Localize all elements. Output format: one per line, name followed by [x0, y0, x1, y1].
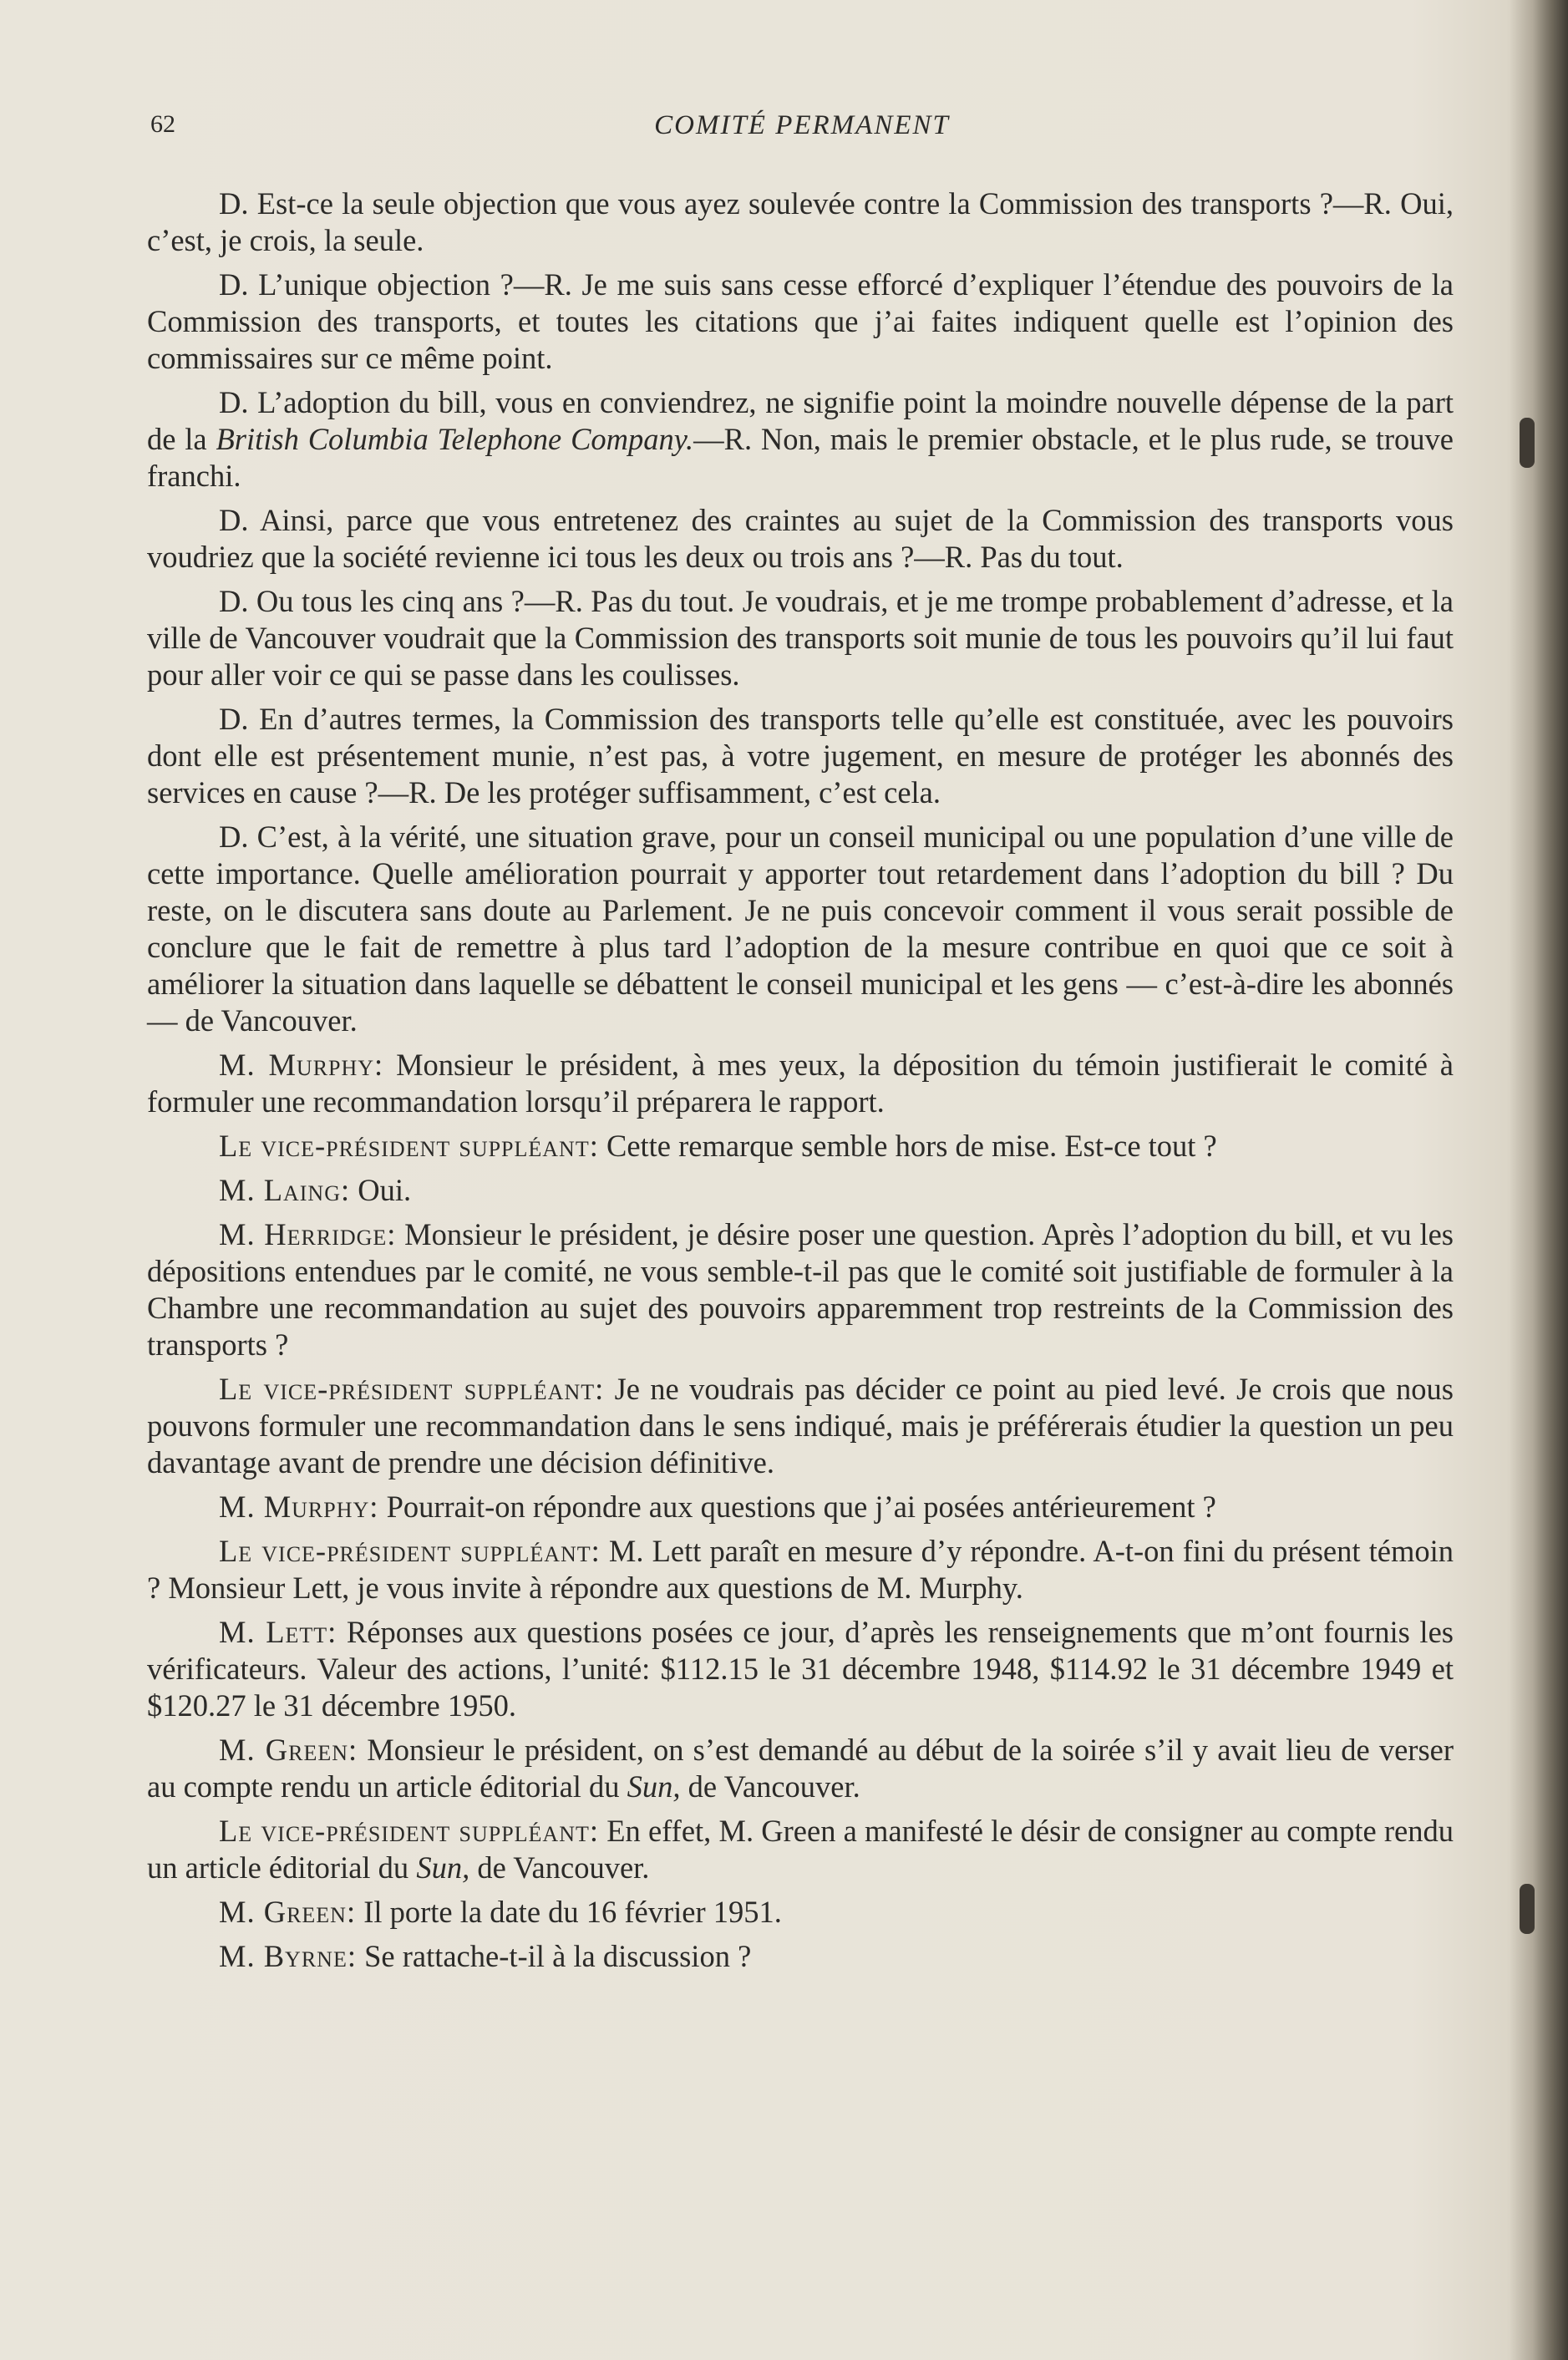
speaker-name: M. Byrne: — [219, 1939, 357, 1973]
speaker-paragraph: M. Green: Il porte la date du 16 février 1951. — [219, 1895, 782, 1929]
speaker-name: M. Green: — [219, 1895, 357, 1929]
paragraph: D. En d’autres termes, la Commission des transports telle qu’elle est constituée, avec les pouvoirs dont elle est présentement munie, n’est pas, à votre jugement, en mesure de protéger les abonnés des services en cause ?—R. De les protéger suffisamment, c’est cela. — [147, 702, 1454, 810]
speaker-name: M. Lett: — [219, 1615, 337, 1649]
speaker-name: Le vice-président suppléant: — [219, 1372, 605, 1406]
speaker-paragraph: M. Herridge: Monsieur le président, je désire poser une question. Après l’adoption du bill, et vu les dépositions entendues par le comité, ne vous semble-t-il pas que le comité soit justifiable de formuler à la Chambre une recommandation au sujet des pouvoirs apparemment trop restreints de la Commission des transports ? — [147, 1217, 1454, 1362]
page-header — [150, 110, 1454, 152]
speaker-paragraph: M. Lett: Réponses aux questions posées ce jour, d’après les renseignements que m’ont fournis les vérificateurs. Valeur des actions, l’unité: $112.15 le 31 décembre 1948, $114.92 le 31 décembre 1949 et $120.27 le 31 décembre 1950. — [147, 1615, 1454, 1723]
speaker-name: M. Laing: — [219, 1173, 351, 1207]
paragraph: D. L’unique objection ?—R. Je me suis sans cesse efforcé d’expliquer l’étendue des pouvoirs de la Commission des transports, et toutes les citations que j’ai faites indiquent quelle est l’opinion des commissaires sur ce même point. — [147, 267, 1454, 375]
italic-newspaper-name: Sun, — [627, 1769, 681, 1804]
speaker-paragraph: M. Green: Monsieur le président, on s’est demandé au début de la soirée s’il y avait lieu de verser au compte rendu un article éditorial du Sun, de Vancouver. — [147, 1733, 1454, 1804]
speaker-paragraph: Le vice-président suppléant: Je ne voudrais pas décider ce point au pied levé. Je crois que nous pouvons formuler une recommandation dans le sens indiqué, mais je préférerais étudier la question un peu davantage avant de prendre une décision définitive. — [147, 1372, 1454, 1479]
italic-company-name: British Columbia Telephone Company. — [216, 422, 694, 456]
speaker-name: Le vice-président suppléant: — [219, 1814, 600, 1848]
paragraph: D. Ainsi, parce que vous entretenez des craintes au sujet de la Commission des transports vous voudriez que la société revienne ici tous les deux ou trois ans ?—R. Pas du tout. — [147, 503, 1454, 574]
speaker-name: M. Murphy: — [219, 1048, 384, 1082]
italic-newspaper-name: Sun, — [416, 1850, 470, 1885]
binding-mark — [1520, 418, 1535, 468]
body-text — [147, 185, 1454, 1982]
speaker-name: M. Green: — [219, 1733, 358, 1767]
paragraph: D. C’est, à la vérité, une situation grave, pour un conseil municipal ou une population d’une ville de cette importance. Quelle amélioration pourrait y apporter tout retardement dans l’adoption du bill ? Du reste, on le discutera sans doute au Parlement. Je ne puis concevoir comment il vous serait possible de conclure que le fait de remettre à plus tard l’adoption de la mesure contribue en quoi que ce soit à améliorer la situation dans laquelle se débattent le conseil municipal et les gens — c’est-à-dire les abonnés — de Vancouver. — [147, 820, 1454, 1038]
binding-mark — [1520, 1884, 1535, 1934]
speaker-name: Le vice-président suppléant: — [219, 1129, 599, 1163]
page-number: 62 — [150, 110, 175, 138]
speaker-name: Le vice-président suppléant: — [219, 1534, 601, 1568]
speaker-paragraph: M. Laing: Oui. — [219, 1173, 412, 1207]
speaker-paragraph: Le vice-président suppléant: M. Lett paraît en mesure d’y répondre. A-t-on fini du présent témoin ? Monsieur Lett, je vous invite à répondre aux questions de M. Murphy. — [147, 1534, 1454, 1605]
running-head: COMITÉ PERMANENT — [654, 110, 950, 140]
book-spine-shadow — [1510, 0, 1568, 2360]
speaker-paragraph: M. Murphy: Monsieur le président, à mes yeux, la déposition du témoin justifierait le comité à formuler une recommandation lorsqu’il préparera le rapport. — [147, 1048, 1454, 1119]
paragraph: D. Ou tous les cinq ans ?—R. Pas du tout. Je voudrais, et je me trompe probablement d’adresse, et la ville de Vancouver voudrait que la Commission des transports soit munie de tous les pouvoirs qu’il lui faut pour aller voir ce qui se passe dans les coulisses. — [147, 584, 1454, 692]
speaker-paragraph: Le vice-président suppléant: Cette remarque semble hors de mise. Est-ce tout ? — [219, 1129, 1217, 1163]
speaker-paragraph: Le vice-président suppléant: En effet, M. Green a manifesté le désir de consigner au compte rendu un article éditorial du Sun, de Vancouver. — [147, 1814, 1454, 1885]
speaker-paragraph: M. Byrne: Se rattache-t-il à la discussion ? — [219, 1939, 752, 1973]
speaker-paragraph: M. Murphy: Pourrait-on répondre aux questions que j’ai posées antérieurement ? — [219, 1490, 1216, 1524]
paragraph: D. Est-ce la seule objection que vous ayez soulevée contre la Commission des transports ?—R. Oui, c’est, je crois, la seule. — [147, 186, 1454, 257]
speaker-name: M. Murphy: — [219, 1490, 379, 1524]
paragraph: D. L’adoption du bill, vous en conviendrez, ne signifie point la moindre nouvelle dépense de la part de la British Columbia Telephone Company.—R. Non, mais le premier obstacle, et le plus rude, se trouve franchi. — [147, 385, 1454, 493]
speaker-name: M. Herridge: — [219, 1217, 397, 1251]
